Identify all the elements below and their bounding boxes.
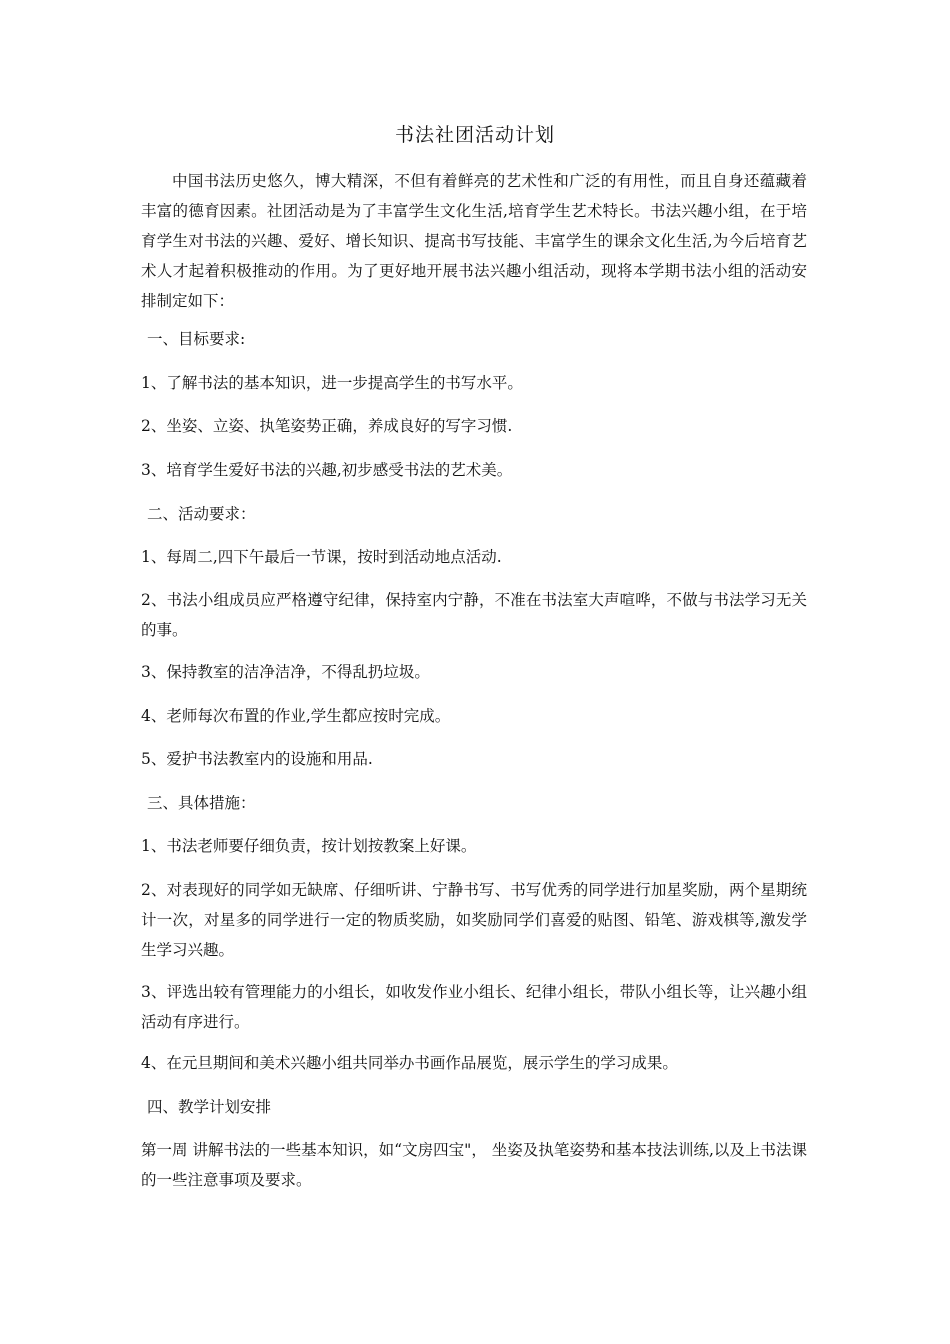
measure-item-3: 3、评选出较有管理能力的小组长，如收发作业小组长、纪律小组长，带队小组长等，让兴趣小组活动有序进行。 [141,983,807,1031]
section-heading-activity-rules: 二、活动要求： [147,505,256,523]
activity-rule-1: 1、每周二,四下午最后一节课，按时到活动地点活动. [141,548,502,566]
section-heading-goals: 一、目标要求: [147,330,246,348]
activity-rule-2: 2、书法小组成员应严格遵守纪律，保持室内宁静，不准在书法室大声喧哗，不做与书法学习无关的事。 [141,591,807,639]
goal-item-3: 3、培育学生爱好书法的兴趣,初步感受书法的艺术美。 [141,461,513,479]
measure-item-2: 2、对表现好的同学如无缺席、仔细听讲、宁静书写、书写优秀的同学进行加星奖励，两个星期统计一次，对星多的同学进行一定的物质奖励，如奖励同学们喜爱的贴图、铅笔、游戏棋等,激发学生学习兴趣。 [141,881,807,959]
document-title: 书法社团活动计划 [394,124,555,146]
activity-rule-3: 3、保持教室的洁净洁净，不得乱扔垃圾。 [141,663,430,681]
section-heading-measures: 三、具体措施： [147,794,256,812]
activity-rule-5: 5、爱护书法教室内的设施和用品. [141,750,373,768]
activity-rule-4: 4、老师每次布置的作业,学生都应按时完成。 [141,707,451,725]
intro-paragraph: 中国书法历史悠久，博大精深，不但有着鲜亮的艺术性和广泛的有用性，而且自身还蕴藏着丰富的德育因素。社团活动是为了丰富学生文化生活,培育学生艺术特长。书法兴趣小组，在于培育学生对书法的兴趣、爱好、增长知识、提高书写技能、丰富学生的课余文化生活,为今后培育艺术人才起着积极推动的作用。为了更好地开展书法兴趣小组活动，现将本学期书法小组的活动安排制定如下： [141,172,807,310]
goal-item-1: 1、了解书法的基本知识，进一步提高学生的书写水平。 [141,374,523,392]
teaching-plan-week-1: 第一周 讲解书法的一些基本知识，如“文房四宝"， 坐姿及执笔姿势和基本技法训练,以及上书法课的一些注意事项及要求。 [141,1141,807,1189]
measure-item-1: 1、书法老师要仔细负责，按计划按教案上好课。 [141,837,477,855]
measure-item-4: 4、在元旦期间和美术兴趣小组共同举办书画作品展览，展示学生的学习成果。 [141,1054,678,1072]
goal-item-2: 2、坐姿、立姿、执笔姿势正确，养成良好的写字习惯. [141,417,513,435]
section-heading-teaching-plan: 四、教学计划安排 [147,1098,272,1116]
